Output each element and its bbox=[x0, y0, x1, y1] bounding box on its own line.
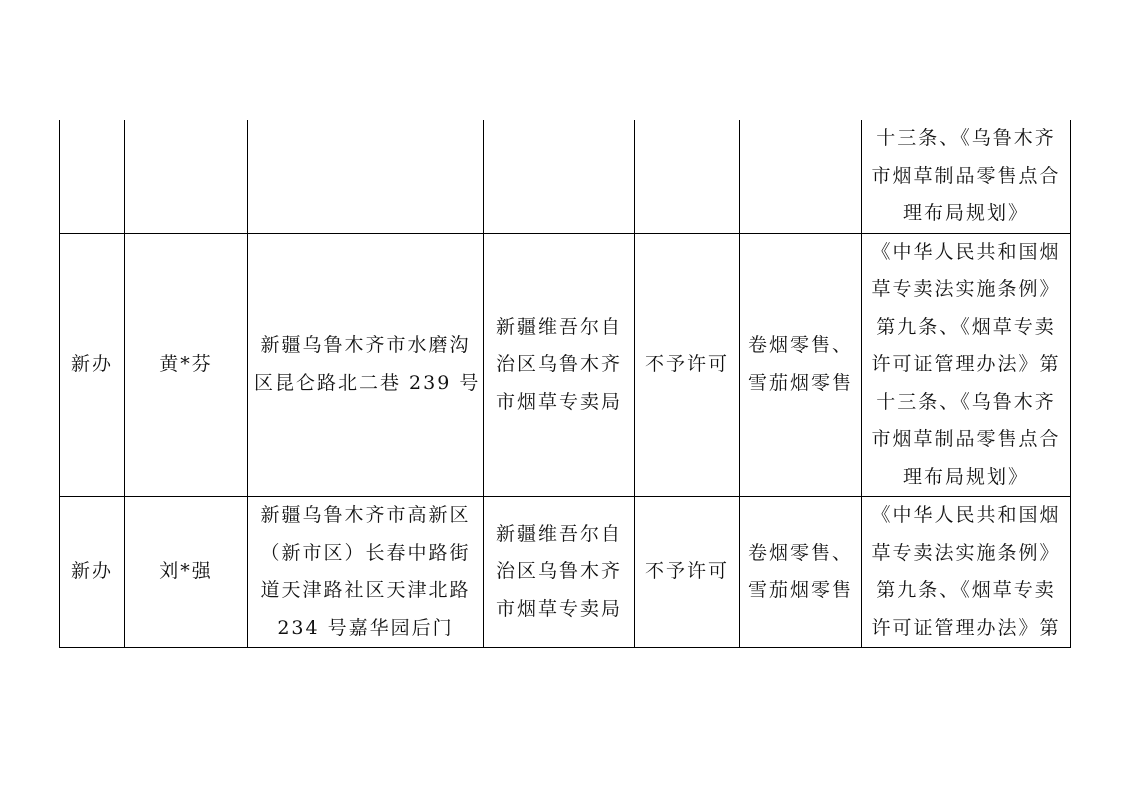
address-cell bbox=[248, 120, 484, 233]
name-cell bbox=[125, 120, 248, 233]
category-cell bbox=[740, 497, 862, 648]
decision-cell: 不予许可 bbox=[635, 497, 740, 648]
office-cell: 新办 bbox=[60, 497, 125, 648]
basis-cell bbox=[862, 497, 1071, 648]
basis-line: 草专卖法实施条例》 bbox=[871, 541, 1061, 564]
basis-cell bbox=[862, 120, 1071, 233]
office-cell: 新办 bbox=[60, 233, 125, 497]
address-line: 区昆仑路北二巷 239 号 bbox=[254, 371, 481, 394]
basis-line: 十三条、《乌鲁木齐 bbox=[876, 390, 1056, 413]
authority-line: 治区乌鲁木齐 bbox=[495, 353, 622, 375]
address-cell bbox=[248, 497, 484, 648]
basis-line: 许可证管理办法》第 bbox=[871, 616, 1061, 639]
table-row bbox=[60, 233, 1071, 497]
records-table bbox=[59, 120, 1071, 648]
basis-line: 《中华人民共和国烟 bbox=[871, 504, 1061, 526]
basis-line: 草专卖法实施条例》 bbox=[871, 278, 1061, 300]
basis-line: 理布局规划》 bbox=[902, 202, 1029, 224]
category-cell bbox=[740, 120, 862, 233]
address-line: （新市区）长春中路街 bbox=[260, 541, 471, 564]
name-cell: 黄*芬 bbox=[125, 233, 248, 497]
category-line: 卷烟零售、 bbox=[747, 334, 853, 357]
address-line: 234 号嘉华园后门 bbox=[277, 616, 454, 639]
table-row bbox=[60, 120, 1071, 233]
address-line: 新疆乌鲁木齐市高新区 bbox=[260, 504, 471, 526]
address-line: 道天津路社区天津北路 bbox=[260, 579, 471, 601]
basis-line: 许可证管理办法》第 bbox=[871, 353, 1061, 375]
authority-line: 市烟草专卖局 bbox=[495, 390, 622, 413]
table-row bbox=[60, 497, 1071, 648]
authority-line: 新疆维吾尔自 bbox=[495, 315, 622, 338]
basis-line: 第九条、《烟草专卖 bbox=[876, 315, 1056, 338]
office-cell bbox=[60, 120, 125, 233]
name-cell: 刘*强 bbox=[125, 497, 248, 648]
decision-cell: 不予许可 bbox=[635, 233, 740, 497]
authority-line: 新疆维吾尔自 bbox=[495, 522, 622, 545]
basis-cell bbox=[862, 233, 1071, 497]
basis-line: 十三条、《乌鲁木齐 bbox=[876, 127, 1056, 149]
authority-cell bbox=[484, 233, 635, 497]
category-cell bbox=[740, 233, 862, 497]
address-cell bbox=[248, 233, 484, 497]
authority-line: 治区乌鲁木齐 bbox=[495, 560, 622, 583]
decision-cell bbox=[635, 120, 740, 233]
category-line: 雪茄烟零售 bbox=[747, 579, 853, 601]
basis-line: 市烟草制品零售点合 bbox=[871, 428, 1061, 450]
category-line: 雪茄烟零售 bbox=[747, 371, 853, 394]
basis-line: 第九条、《烟草专卖 bbox=[876, 579, 1056, 601]
basis-line: 《中华人民共和国烟 bbox=[871, 240, 1061, 263]
address-line: 新疆乌鲁木齐市水磨沟 bbox=[260, 334, 471, 357]
authority-cell bbox=[484, 120, 635, 233]
basis-line: 市烟草制品零售点合 bbox=[871, 164, 1061, 187]
category-line: 卷烟零售、 bbox=[747, 541, 853, 564]
authority-cell bbox=[484, 497, 635, 648]
authority-line: 市烟草专卖局 bbox=[495, 597, 622, 620]
basis-line: 理布局规划》 bbox=[902, 465, 1029, 488]
